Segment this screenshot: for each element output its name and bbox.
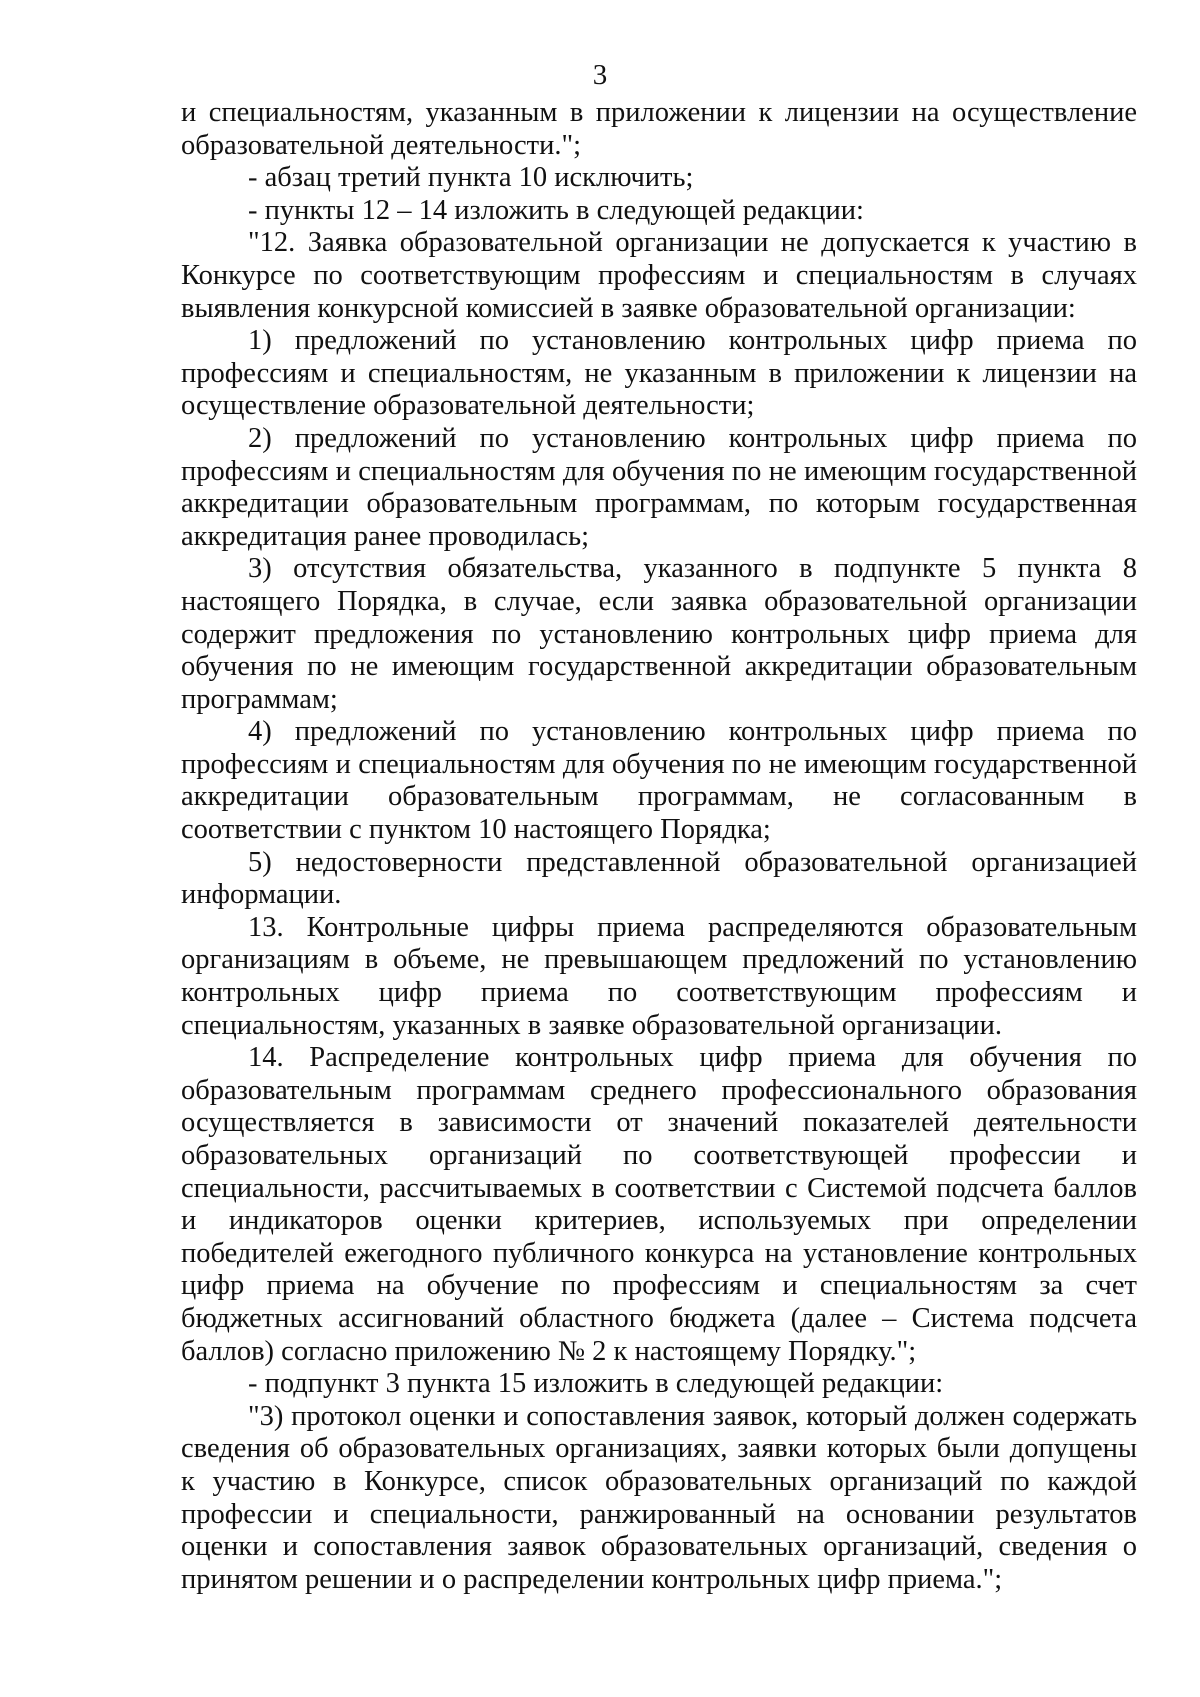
paragraph: 4) предложений по установлению контрольных цифр приема по профессиям и специальностям для обучения по не имеющим государственной аккредитации образовательным программам, не согласованным в соответствии с пунктом 10 настоящего Порядка;: [181, 716, 1137, 846]
paragraph: 14. Распределение контрольных цифр приема для обучения по образовательным программам среднего профессионального образования осуществляется в зависимости от значений показателей деятельности образовательных организаций по соответствующей профессии и специальности, рассчитываемых в соответствии с Системой подсчета баллов и индикаторов оценки критериев, используемых при определении победителей ежегодного публичного конкурса на установление контрольных цифр приема на обучение по профессиям и специальностям за счет бюджетных ассигнований областного бюджета (далее – Система подсчета баллов) согласно приложению № 2 к настоящему Порядку.";: [181, 1042, 1137, 1367]
paragraph: - пункты 12 – 14 изложить в следующей редакции:: [248, 194, 864, 226]
page-number: 3: [592, 59, 608, 91]
paragraph: "3) протокол оценки и сопоставления заявок, который должен содержать сведения об образовательных организациях, заявки которых были допущены к участию в Конкурсе, список образовательных организаций по каждой профессии и специальности, ранжированный на основании результатов оценки и сопоставления заявок образовательных организаций, сведения о принятом решении и о распределении контрольных цифр приема.";: [181, 1400, 1137, 1595]
paragraph: - подпункт 3 пункта 15 изложить в следующей редакции:: [248, 1368, 944, 1400]
document-body: [181, 97, 1137, 1596]
paragraph: 5) недостоверности представленной образовательной организацией информации.: [181, 846, 1137, 911]
paragraph: "12. Заявка образовательной организации не допускается к участию в Конкурсе по соответствующим профессиям и специальностям в случаях выявления конкурсной комиссией в заявке образовательной организации:: [181, 227, 1137, 324]
paragraph: - абзац третий пункта 10 исключить;: [248, 162, 694, 194]
paragraph: 13. Контрольные цифры приема распределяются образовательным организациям в объеме, не превышающем предложений по установлению контрольных цифр приема по соответствующим профессиям и специальностям, указанных в заявке образовательной организации.: [181, 911, 1137, 1041]
paragraph: 2) предложений по установлению контрольных цифр приема по профессиям и специальностям для обучения по не имеющим государственной аккредитации образовательным программам, по которым государственная аккредитация ранее проводилась;: [181, 422, 1137, 552]
paragraph: и специальностям, указанным в приложении к лицензии на осуществление образовательной деятельности.";: [181, 97, 1137, 161]
paragraph: 3) отсутствия обязательства, указанного в подпункте 5 пункта 8 настоящего Порядка, в случае, если заявка образовательной организации содержит предложения по установлению контрольных цифр приема для обучения по не имеющим государственной аккредитации образовательным программам;: [181, 553, 1137, 715]
paragraph: 1) предложений по установлению контрольных цифр приема по профессиям и специальностям, не указанным в приложении к лицензии на осуществление образовательной деятельности;: [181, 325, 1137, 422]
